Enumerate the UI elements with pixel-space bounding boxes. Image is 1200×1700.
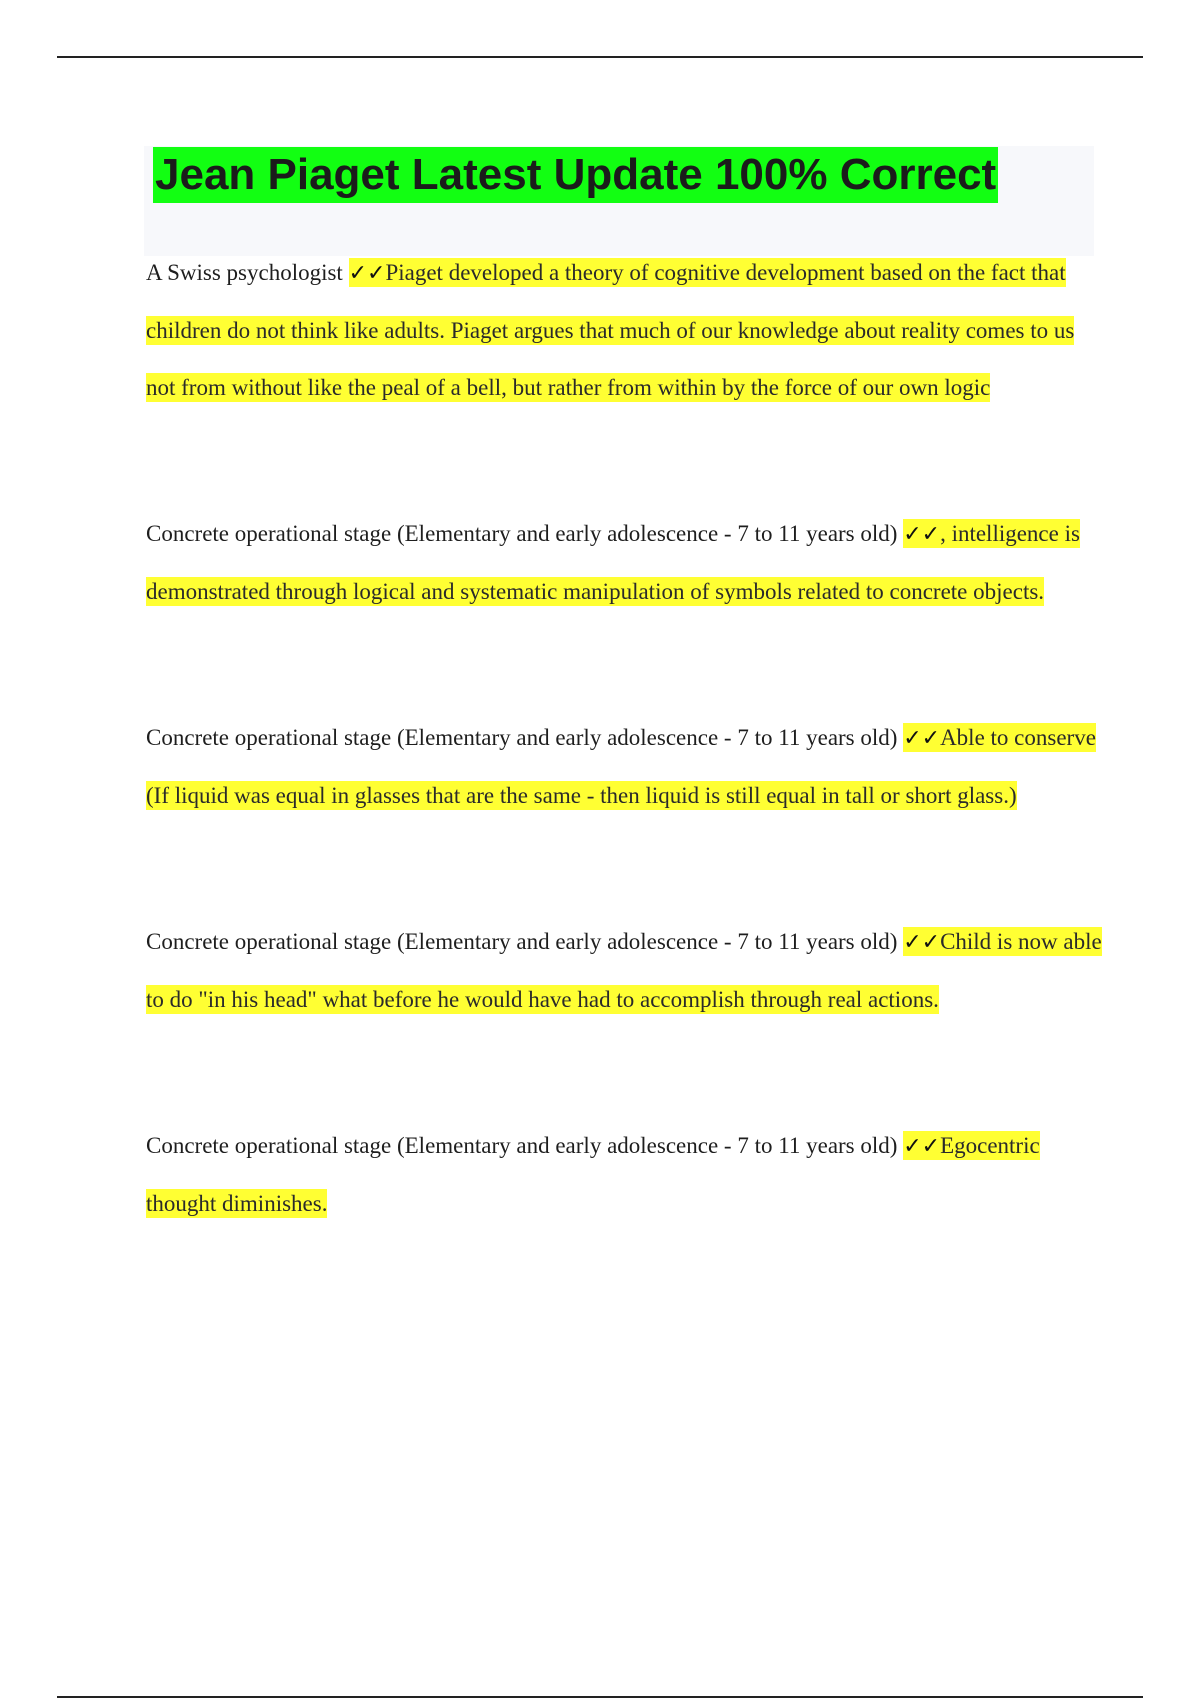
entry-term: Concrete operational stage (Elementary and early adolescence - 7 to 11 years old) [146,521,898,546]
double-check-icon: ✓✓ [348,261,386,286]
entry-answer-text: Child is now able to do "in his head" what before he would have had to accomplish through real actions. [146,929,1102,1012]
double-check-icon: ✓✓ [903,930,941,955]
entry-5 [146,1117,1106,1232]
bottom-rule [57,1696,1143,1698]
double-check-icon: ✓✓ [903,522,941,547]
entry-term: Concrete operational stage (Elementary and early adolescence - 7 to 11 years old) [146,929,898,954]
entry-1 [146,244,1106,416]
entry-term: Concrete operational stage (Elementary and early adolescence - 7 to 11 years old) [146,725,898,750]
entry-4 [146,913,1106,1028]
document-title: Jean Piaget Latest Update 100% Correct [153,147,998,203]
entry-2 [146,505,1106,620]
entry-3 [146,709,1106,824]
entry-answer-text: , intelligence is demonstrated through logical and systematic manipulation of symbols related to concrete objects. [146,521,1080,604]
entry-answer-text: Piaget developed a theory of cognitive development based on the fact that children do not think like adults. Piaget argues that much of our knowledge about reality comes to us not from without like the peal of a bell, but rather from within by the force of our own logic [146,260,1075,400]
entry-term: A Swiss psychologist [146,260,343,285]
double-check-icon: ✓✓ [903,1134,941,1159]
double-check-icon: ✓✓ [903,726,941,751]
entry-answer-text: Able to conserve (If liquid was equal in glasses that are the same - then liquid is still equal in tall or short glass.) [146,725,1096,808]
entry-term: Concrete operational stage (Elementary and early adolescence - 7 to 11 years old) [146,1133,898,1158]
top-rule [57,56,1143,58]
entry-answer-text: Egocentric thought diminishes. [146,1133,1040,1216]
entry-list [146,244,1106,1232]
